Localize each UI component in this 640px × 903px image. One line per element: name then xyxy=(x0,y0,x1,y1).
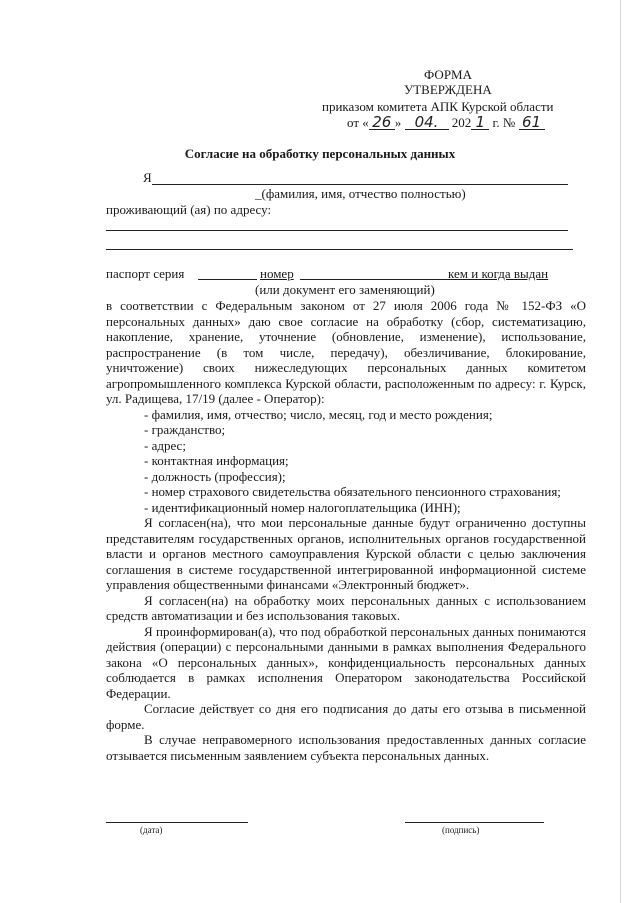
issued-by-text: кем и когда выдан xyxy=(448,266,549,281)
paragraph-access: Я согласен(на), что мои персональные данные будут ограниченно доступны представителям государственных органов, исполнительных органов государственной власти и органов местного самоуправления Курской области с целью заключения соглашения в системе государственной интегрированной информационной системе управления общественными финансами «Электронный бюджет». xyxy=(106,515,586,592)
passport-number-label: номер xyxy=(260,266,294,281)
signature-caption: (подпись) xyxy=(442,825,480,835)
order-month: 04. xyxy=(405,116,449,130)
order-line: приказом комитета АПК Курской области xyxy=(322,99,554,114)
paragraph-informed: Я проинформирован(а), что под обработкой персональных данных понимаются действия (операции) с персональными данными в рамках выполнения Федерального закона «О персональных данных», конфиденциальность персональных данных соблюдается в рамках исполнения Оператором законодательства Российской Федерации. xyxy=(106,623,586,701)
consent-body xyxy=(106,298,586,763)
list-item: - контактная информация; xyxy=(144,453,289,468)
issued-by-label xyxy=(448,266,548,281)
approved-label: УТВЕРЖДЕНА xyxy=(404,82,492,97)
list-item: - номер страхового свидетельства обязательного пенсионного страхования; xyxy=(144,484,561,499)
list-item: - идентификационный номер налогоплательщика (ИНН); xyxy=(144,499,461,515)
fio-line xyxy=(152,184,568,185)
paragraph-validity: Согласие действует со дня его подписания до даты его отзыва в письменной форме. xyxy=(106,701,586,732)
form-label: ФОРМА xyxy=(424,67,472,82)
passport-label: паспорт серия xyxy=(106,266,185,281)
address-line-2 xyxy=(106,249,573,250)
date-line xyxy=(106,822,248,823)
paragraph-automation: Я согласен(на) на обработку моих персональных данных с использованием средств автоматизации и без использования таковых. xyxy=(106,592,586,623)
ya-label: Я xyxy=(143,170,152,185)
intro-paragraph: в соответствии с Федеральным законом от 27 июля 2006 года № 152-ФЗ «О персональных данных» даю свое согласие на обработку (сбор, систематизацию, накопление, хранение, уточнение (обновление, изменение), использование, распространение (в том числе, передачу), обезличивание, блокирование, уничтожение) своих нижеследующих персональных данных комитетом агропромышленного комплекса Курской области, расположенным по адресу: г. Курск, ул. Радищева, 17/19 (далее - Оператор): xyxy=(106,298,586,406)
passport-number-line xyxy=(300,279,448,280)
date-prefix: от « xyxy=(347,115,369,130)
doc-caption: (или документ его заменяющий) xyxy=(255,282,435,297)
order-year-digit: 1 xyxy=(471,116,489,130)
order-day: 26 xyxy=(369,116,395,130)
document-title: Согласие на обработку персональных данных xyxy=(184,146,456,161)
date-caption: (дата) xyxy=(140,825,163,835)
paragraph-revocation: В случае неправомерного использования предоставленных данных согласие отзывается письменным заявлением субъекта персональных данных. xyxy=(106,732,586,763)
order-number: 61 xyxy=(519,116,545,130)
address-label: проживающий (ая) по адресу: xyxy=(106,202,272,217)
page-edge xyxy=(620,0,621,903)
number-label: г. № xyxy=(492,115,516,130)
signature-line xyxy=(405,822,544,823)
order-date-line xyxy=(347,115,545,130)
address-line-1 xyxy=(106,230,568,231)
date-close: » xyxy=(394,115,402,130)
list-item: - фамилия, имя, отчество; число, месяц, год и место рождения; xyxy=(144,406,493,422)
list-item: - должность (профессия); xyxy=(144,468,286,484)
list-item: - адрес; xyxy=(144,437,186,453)
passport-series-line xyxy=(198,279,257,280)
year-prefix: 202 xyxy=(451,115,472,130)
fio-caption: _(фамилия, имя, отчество полностью) xyxy=(255,186,466,201)
list-item: - гражданство; xyxy=(144,422,226,437)
